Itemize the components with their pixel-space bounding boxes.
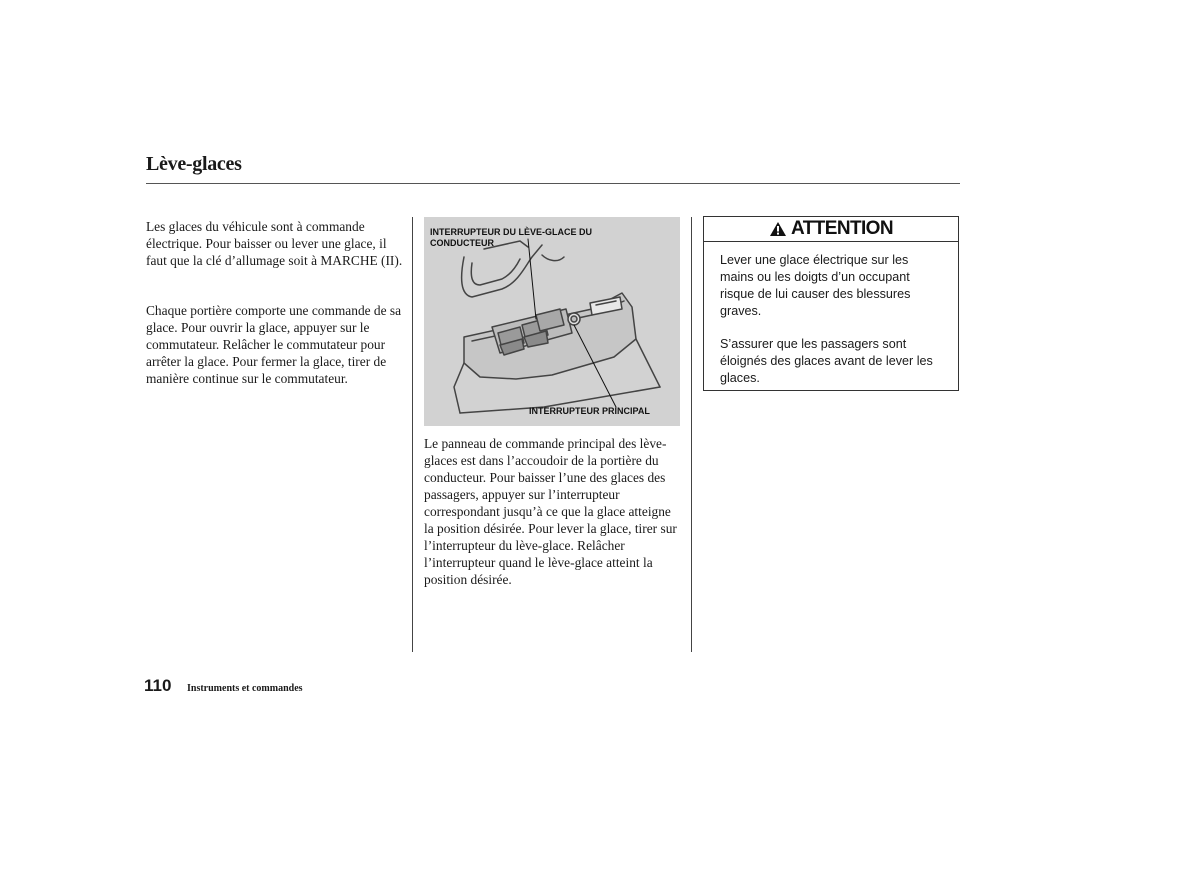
title-divider — [146, 183, 960, 184]
warning-text-hands: Lever une glace électrique sur les mains ou les doigts d’un occupant risque de lui causer des blessures graves. — [720, 253, 911, 318]
warning-box — [703, 216, 959, 391]
door-switch-paragraph: Chaque portière comporte une commande de sa glace. Pour ouvrir la glace, appuyer sur le commutateur. Relâcher le commutateur pour arrêter la glace. Pour fermer la glace, tirer de manière continue sur le commutateur. — [146, 303, 402, 386]
column-divider-right — [691, 217, 692, 652]
warning-header — [704, 217, 958, 242]
column-divider-left — [412, 217, 413, 652]
warning-text-passengers: S’assurer que les passagers sont éloignés des glaces avant de lever les glaces. — [720, 337, 933, 385]
page-title: Lève-glaces — [146, 153, 242, 175]
page-number: 110 — [144, 676, 172, 695]
intro-paragraph: Les glaces du véhicule sont à commande électrique. Pour baisser ou lever une glace, il faut que la clé d’allumage soit à MARCHE (II). — [146, 219, 403, 268]
warning-heading: ATTENTION — [791, 218, 893, 239]
warning-triangle-icon — [769, 221, 787, 237]
section-name: Instruments et commandes — [187, 683, 303, 694]
driver-switch-label: INTERRUPTEUR DU LÈVE-GLACE DU CONDUCTEUR — [430, 227, 593, 248]
main-switch-label: INTERRUPTEUR PRINCIPAL — [529, 406, 650, 416]
main-panel-paragraph: Le panneau de commande principal des lève-glaces est dans l’accoudoir de la portière du conducteur. Pour baisser l’une des glaces des passagers, appuyer sur l’interrupteur correspondant jusqu’à ce que la glace atteigne la position désirée. Pour lever la glace, tirer sur l’interrupteur du lève-glace. Relâcher l’interrupteur quand le lève-glace atteint la position désirée. — [424, 436, 677, 587]
